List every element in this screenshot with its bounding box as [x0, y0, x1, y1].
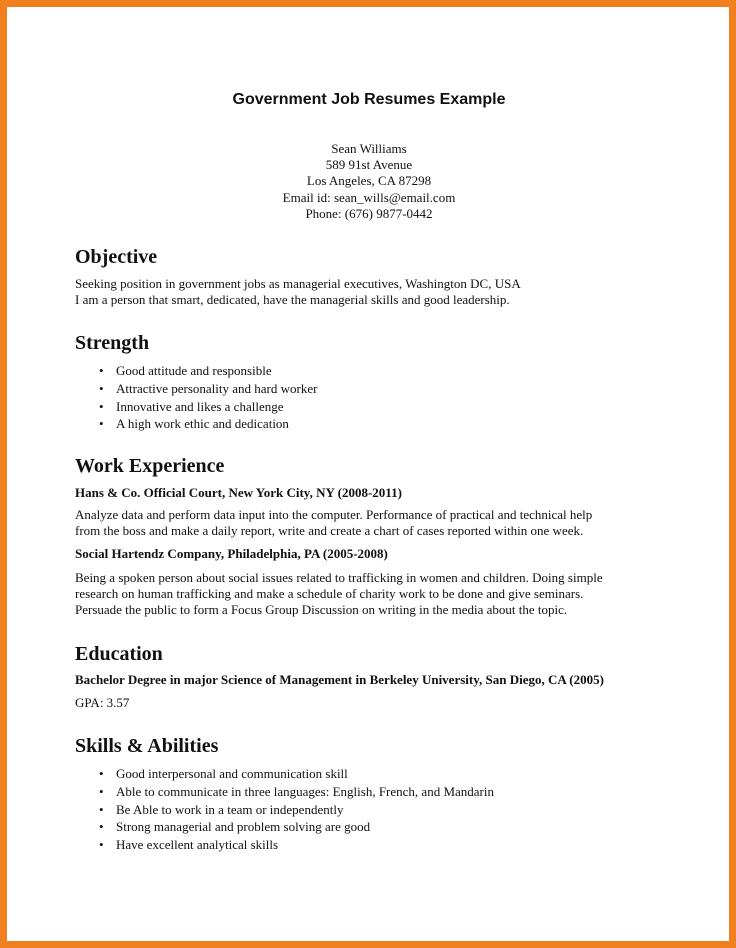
list-item-text: Attractive personality and hard worker: [116, 380, 318, 396]
contact-phone: Phone: (676) 9877-0442: [305, 205, 433, 221]
strength-list: [75, 362, 317, 433]
job-description: [75, 570, 665, 619]
document-title: Government Job Resumes Example: [232, 91, 506, 108]
bullet-icon: •: [99, 380, 104, 396]
list-item: [75, 415, 317, 433]
job-description-line: research on human trafficking and make a schedule of charity work to be done and give seminars.: [75, 586, 584, 602]
skills-list: [75, 765, 494, 854]
list-item-text: A high work ethic and dedication: [116, 416, 289, 432]
list-item: [75, 818, 494, 836]
contact-block: [75, 141, 663, 222]
job-description-line: from the boss and make a daily report, write and create a chart of cases reported within one week.: [75, 523, 584, 539]
education-degree: Bachelor Degree in major Science of Management in Berkeley University, San Diego, CA (2005): [75, 672, 604, 687]
job-description-line: Persuade the public to form a Focus Group Discussion on writing in the media about the topic.: [75, 602, 568, 618]
list-item: [75, 362, 317, 380]
job-description: [75, 507, 665, 539]
list-item: [75, 783, 494, 801]
list-item: [75, 765, 494, 783]
list-item-text: Have excellent analytical skills: [116, 837, 279, 853]
list-item-text: Good interpersonal and communication skill: [116, 766, 348, 781]
list-item-text: Be Able to work in a team or independently: [116, 801, 344, 817]
bullet-icon: •: [99, 398, 104, 414]
list-item: [75, 801, 494, 819]
education-heading: Education: [75, 643, 163, 665]
objective-line: I am a person that smart, dedicated, have the managerial skills and good leadership.: [75, 292, 510, 308]
bullet-icon: •: [99, 801, 104, 817]
list-item-text: Good attitude and responsible: [116, 363, 272, 378]
bullet-icon: •: [99, 416, 104, 432]
bullet-icon: •: [99, 766, 104, 781]
list-item: [75, 380, 317, 398]
contact-street: 589 91st Avenue: [325, 157, 413, 173]
bullet-icon: •: [99, 837, 104, 853]
work-experience-heading: Work Experience: [75, 455, 225, 477]
objective-text: [75, 276, 665, 308]
job-title: Hans & Co. Official Court, New York City, NY (2008-2011): [75, 485, 402, 500]
bullet-icon: •: [99, 783, 104, 799]
list-item-text: Able to communicate in three languages: English, French, and Mandarin: [116, 783, 494, 799]
skills-heading: Skills & Abilities: [75, 735, 219, 757]
list-item: [75, 398, 317, 416]
list-item-text: Strong managerial and problem solving are good: [116, 819, 371, 835]
contact-email: Email id: sean_wills@email.com: [282, 189, 456, 205]
education-gpa: GPA: 3.57: [75, 695, 130, 710]
job-title: Social Hartendz Company, Philadelphia, PA (2005-2008): [75, 546, 388, 561]
list-item-text: Innovative and likes a challenge: [116, 398, 284, 414]
contact-city: Los Angeles, CA 87298: [306, 173, 432, 189]
bullet-icon: •: [99, 363, 104, 378]
objective-heading: Objective: [75, 246, 158, 268]
strength-heading: Strength: [75, 332, 150, 354]
objective-line: Seeking position in government jobs as managerial executives, Washington DC, USA: [75, 276, 521, 291]
list-item: [75, 836, 494, 854]
job-description-line: Being a spoken person about social issues related to trafficking in women and children. Doing simple: [75, 570, 603, 585]
bullet-icon: •: [99, 819, 104, 835]
job-description-line: Analyze data and perform data input into the computer. Performance of practical and technical help: [75, 507, 593, 522]
contact-name: Sean Williams: [331, 141, 407, 156]
